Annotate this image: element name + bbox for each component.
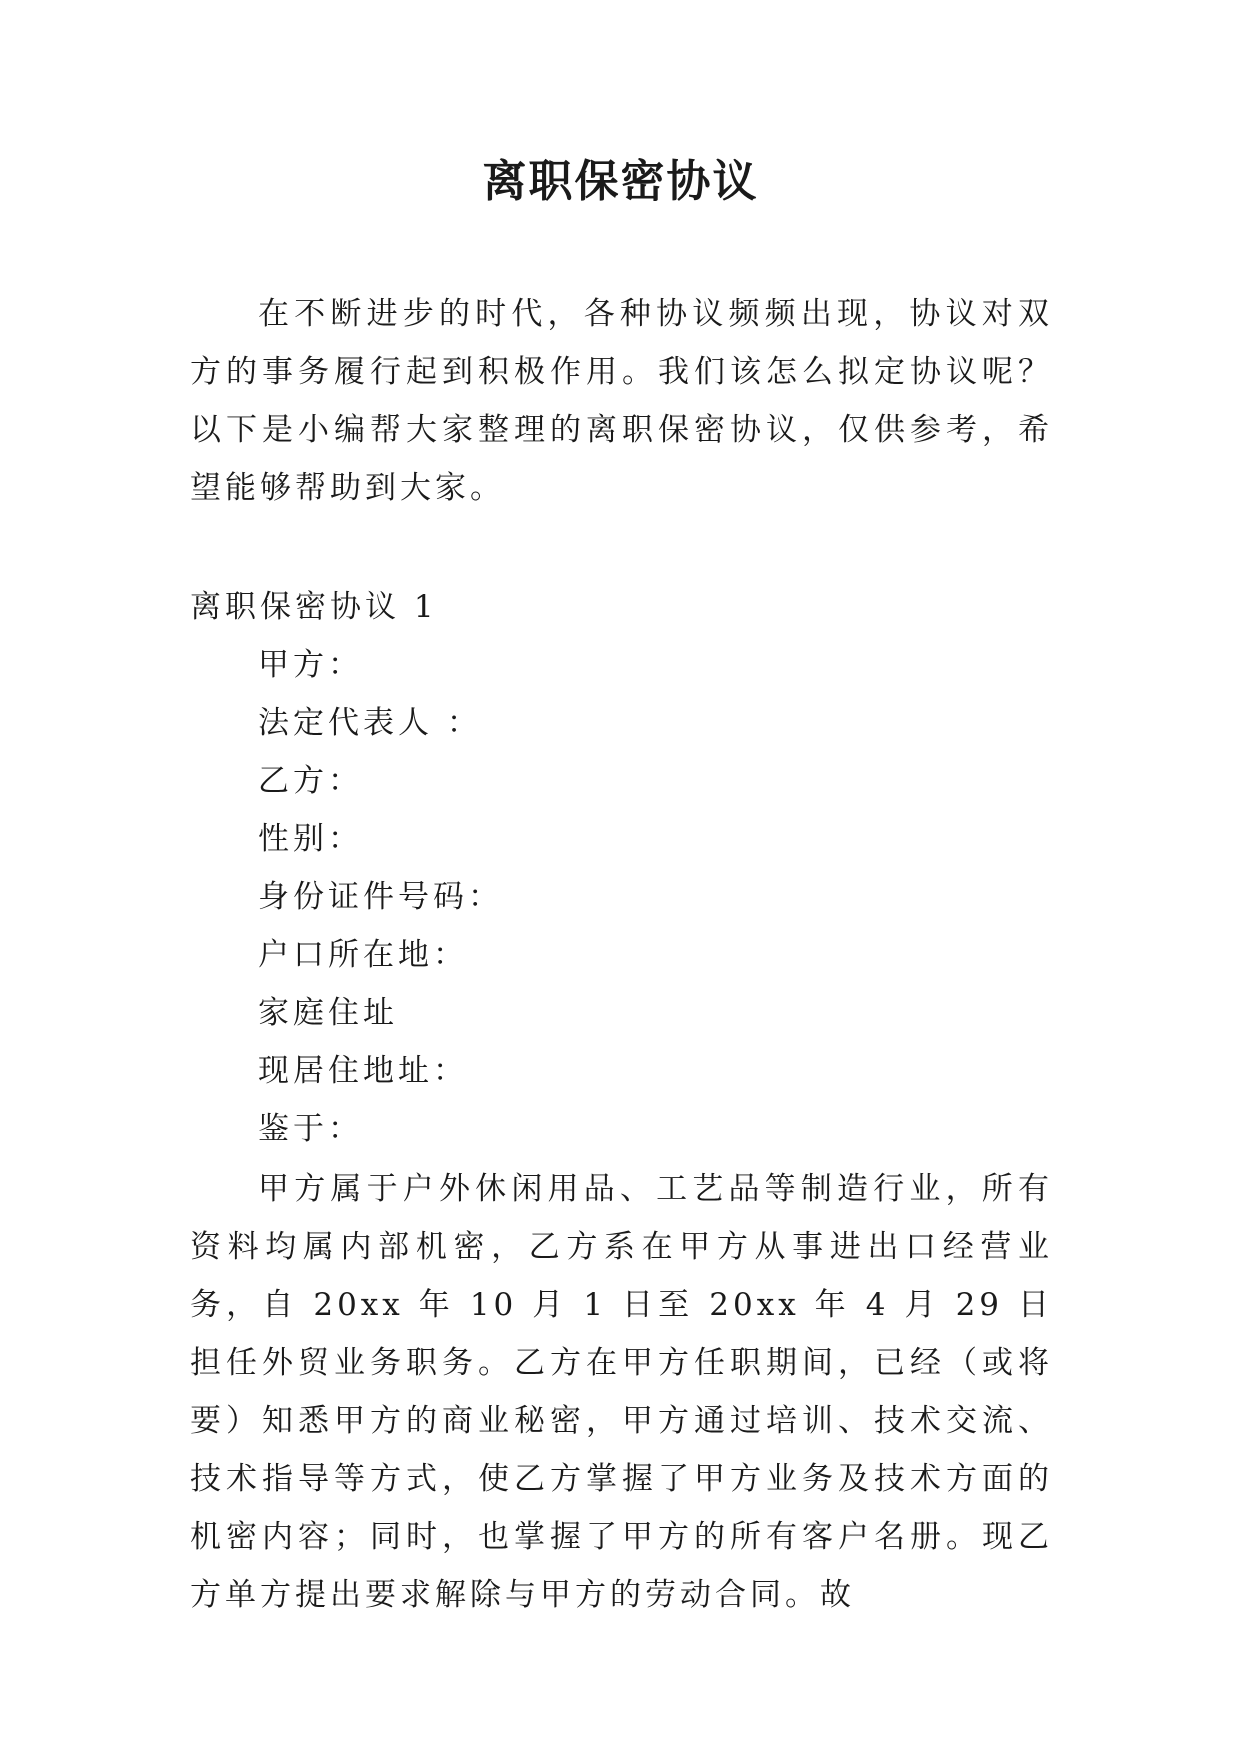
field-whereas: 鉴于： bbox=[258, 1111, 363, 1147]
party-fields-list bbox=[258, 636, 503, 1158]
intro-paragraph: 在不断进步的时代，各种协议频频出现，协议对双方的事务履行起到积极作用。我们该怎么拟定协议呢？以下是小编帮大家整理的离职保密协议，仅供参考，希望能够帮助到大家。 bbox=[190, 296, 1053, 506]
field-household-registration: 户口所在地： bbox=[258, 937, 468, 973]
field-legal-representative: 法定代表人 ： bbox=[258, 705, 482, 741]
whereas-paragraph: 甲方属于户外休闲用品、工艺品等制造行业，所有资料均属内部机密，乙方系在甲方从事进出口经营业务，自 20xx 年 10 月 1 日至 20xx 年 4 月 29 日担任外贸业务职务。乙方在甲方任职期间，已经（或将要）知悉甲方的商业秘密，甲方通过培训、技术交流、技术指导等方式，使乙方掌握了甲方业务及技术方面的机密内容；同时，也掌握了甲方的所有客户名册。现乙方单方提出要求解除与甲方的劳动合同。故 bbox=[190, 1171, 1053, 1613]
field-current-address: 现居住地址： bbox=[258, 1053, 468, 1089]
document-title: 离职保密协议 bbox=[482, 156, 759, 207]
section-title: 离职保密协议 1 bbox=[190, 589, 438, 625]
field-party-a: 甲方： bbox=[258, 647, 363, 683]
field-gender: 性别： bbox=[258, 821, 363, 857]
field-id-number: 身份证件号码： bbox=[258, 879, 503, 915]
field-party-b: 乙方： bbox=[258, 763, 363, 799]
field-home-address: 家庭住址 bbox=[258, 995, 398, 1031]
